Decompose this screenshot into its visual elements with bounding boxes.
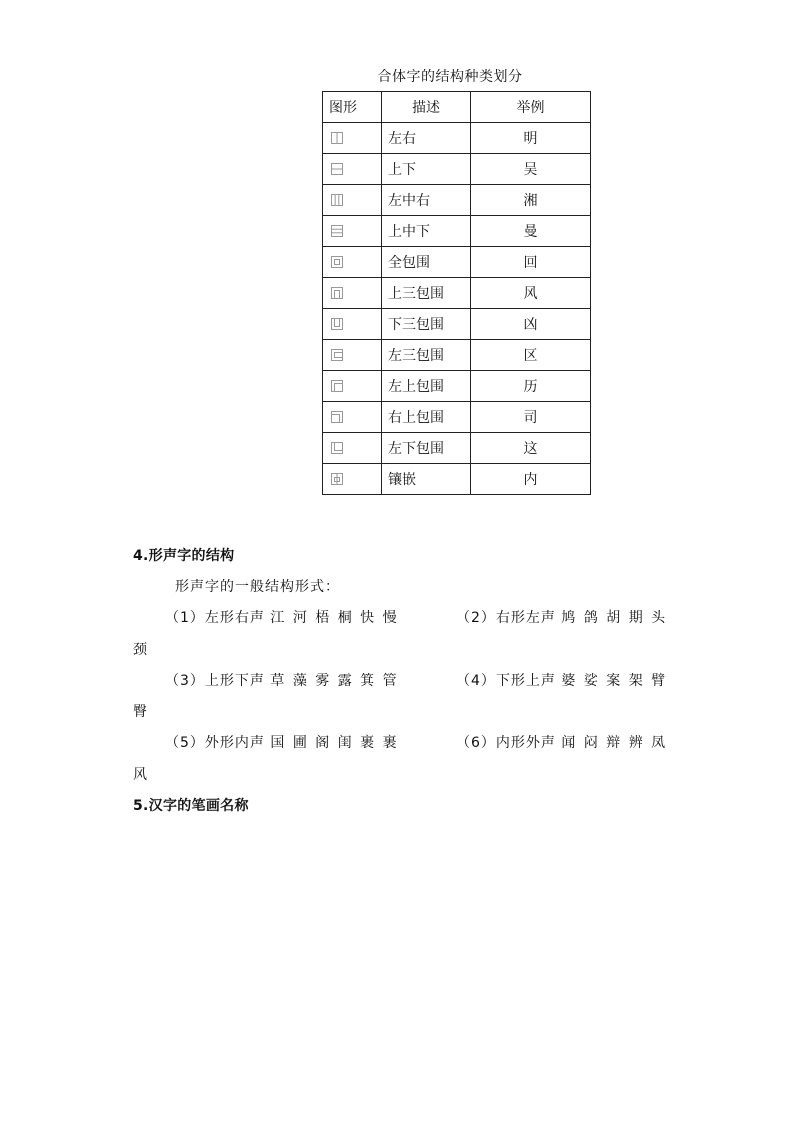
section-4-intro: 形声字的一般结构形式： <box>175 579 340 595</box>
item-number: （3） <box>165 673 205 689</box>
item-label: 外形内声 <box>204 735 265 751</box>
row-description: 下三包围 <box>382 309 471 340</box>
list-item <box>165 607 399 627</box>
table-caption: 合体字的结构种类划分 <box>377 69 523 85</box>
top-right-enclosure-icon <box>331 411 343 423</box>
item-examples: 江 河 梧 桐 快 慢 <box>270 610 399 626</box>
header-example: 举例 <box>471 92 591 123</box>
item-wrap-text: 风 <box>133 767 148 783</box>
row-description: 左右 <box>382 123 471 154</box>
list-item <box>456 607 667 627</box>
row-description: 左下包围 <box>382 433 471 464</box>
item-label: 右形左声 <box>495 610 556 626</box>
table-row <box>323 433 591 464</box>
row-example: 司 <box>471 402 591 433</box>
structure-table <box>322 91 591 495</box>
section-5-title: 5.汉字的笔画名称 <box>133 798 249 814</box>
section-4-title: 4.形声字的结构 <box>133 548 235 564</box>
list-item <box>456 732 667 752</box>
table-row <box>323 464 591 495</box>
row-description: 全包围 <box>382 247 471 278</box>
top-left-enclosure-icon <box>331 380 343 392</box>
table-row <box>323 309 591 340</box>
table-row <box>323 278 591 309</box>
list-item <box>165 732 399 752</box>
table-row <box>323 402 591 433</box>
table-row <box>323 154 591 185</box>
table-header-row <box>323 92 591 123</box>
left-middle-right-icon <box>331 194 343 206</box>
item-examples: 婆 娑 案 架 臂 <box>561 673 668 689</box>
item-label: 左形右声 <box>204 610 265 626</box>
row-description: 镶嵌 <box>382 464 471 495</box>
row-example: 历 <box>471 371 591 402</box>
row-example: 这 <box>471 433 591 464</box>
table-row <box>323 247 591 278</box>
left-right-icon <box>331 132 343 144</box>
row-description: 上中下 <box>382 216 471 247</box>
table-row <box>323 185 591 216</box>
row-example: 区 <box>471 340 591 371</box>
top-three-enclosure-icon <box>331 287 343 299</box>
row-description: 上三包围 <box>382 278 471 309</box>
item-examples: 国 圃 阁 闺 裹 裹 <box>270 735 399 751</box>
item-label: 上形下声 <box>204 673 265 689</box>
item-number: （5） <box>165 735 205 751</box>
item-examples: 闻 闷 辩 辨 凤 <box>561 735 668 751</box>
row-description: 左中右 <box>382 185 471 216</box>
item-examples: 草 藻 雾 露 箕 管 <box>270 673 399 689</box>
header-description: 描述 <box>382 92 471 123</box>
row-description: 上下 <box>382 154 471 185</box>
top-middle-bottom-icon <box>331 225 343 237</box>
row-example: 吴 <box>471 154 591 185</box>
left-three-enclosure-icon <box>331 349 343 361</box>
item-number: （1） <box>165 610 205 626</box>
item-label: 下形上声 <box>495 673 556 689</box>
row-example: 风 <box>471 278 591 309</box>
row-example: 回 <box>471 247 591 278</box>
item-examples: 鸠 鸽 胡 期 头 <box>561 610 668 626</box>
item-number: （4） <box>456 673 496 689</box>
full-enclosure-icon <box>331 256 343 268</box>
list-item <box>456 670 667 690</box>
table-row <box>323 340 591 371</box>
row-description: 左上包围 <box>382 371 471 402</box>
table-row <box>323 371 591 402</box>
row-description: 右上包围 <box>382 402 471 433</box>
embedded-icon <box>331 473 343 485</box>
bottom-three-enclosure-icon <box>331 318 343 330</box>
table-row <box>323 123 591 154</box>
item-wrap-text: 颈 <box>133 642 148 658</box>
item-number: （2） <box>456 610 496 626</box>
row-description: 左三包围 <box>382 340 471 371</box>
row-example: 内 <box>471 464 591 495</box>
row-example: 凶 <box>471 309 591 340</box>
header-figure: 图形 <box>323 92 382 123</box>
table-row <box>323 216 591 247</box>
row-example: 明 <box>471 123 591 154</box>
item-number: （6） <box>456 735 496 751</box>
item-label: 内形外声 <box>495 735 556 751</box>
row-example: 湘 <box>471 185 591 216</box>
top-bottom-icon <box>331 163 343 175</box>
row-example: 曼 <box>471 216 591 247</box>
item-wrap-text: 臀 <box>133 704 148 720</box>
bottom-left-enclosure-icon <box>331 442 343 454</box>
list-item <box>165 670 399 690</box>
